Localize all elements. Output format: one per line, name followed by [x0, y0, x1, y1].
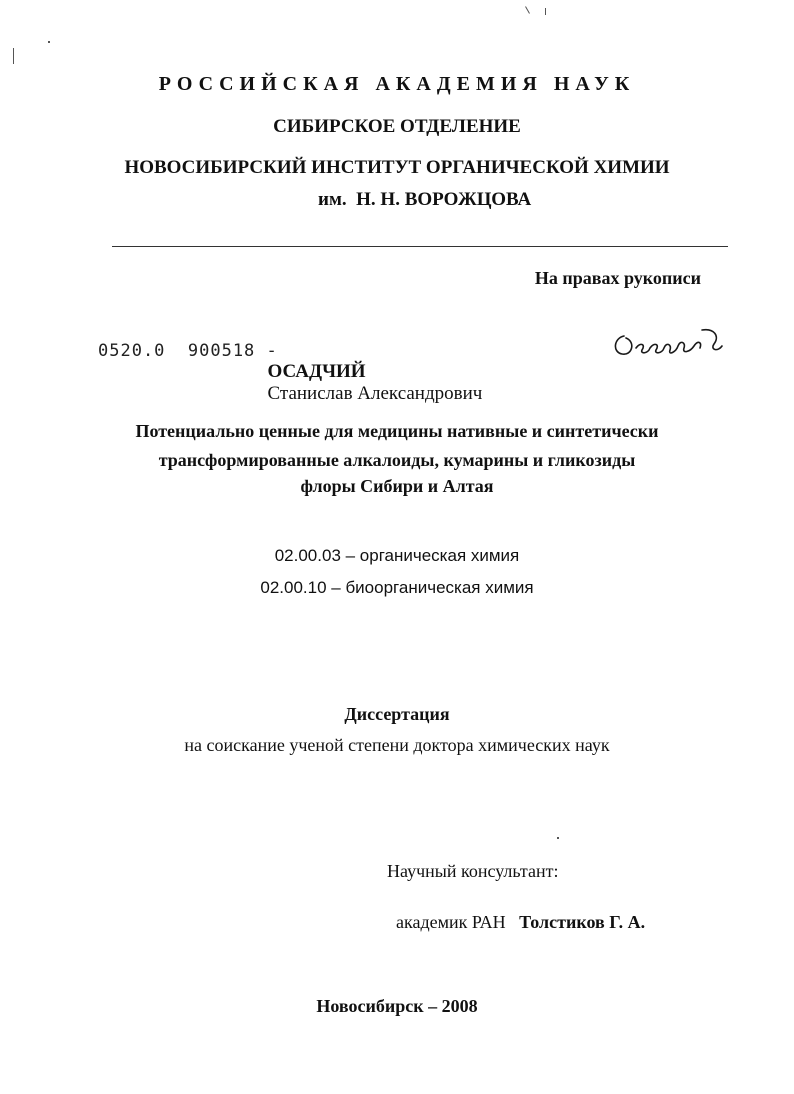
header-divider	[112, 246, 728, 247]
consultant-name: Толстиков Г. А.	[519, 912, 646, 932]
consultant-label: Научный консультант:	[387, 861, 559, 881]
scan-mark	[545, 8, 546, 15]
author-signature	[610, 318, 728, 364]
consultant-rank: академик РАН	[396, 912, 506, 932]
manuscript-note: На правах рукописи	[534, 268, 701, 288]
author-given-names: Станислав Александрович	[267, 383, 483, 404]
title-line-1: Потенциально ценные для медицины нативные и синтетически	[135, 421, 659, 441]
degree-line: на соискание ученой степени доктора химических наук	[184, 735, 610, 755]
work-type: Диссертация	[344, 704, 450, 724]
consultant-info	[387, 891, 645, 933]
academy-heading: РОССИЙСКАЯ АКАДЕМИЯ НАУК	[158, 73, 636, 95]
institute-heading: НОВОСИБИРСКИЙ ИНСТИТУТ ОРГАНИЧЕСКОЙ ХИМИИ	[124, 157, 670, 178]
branch-heading: СИБИРСКОЕ ОТДЕЛЕНИЕ	[273, 116, 521, 137]
named-after-heading: им. Н. Н. ВОРОЖЦОВА	[318, 189, 532, 210]
specialty-1: 02.00.03 – органическая химия	[274, 546, 520, 565]
catalog-number: 0520.0 900518 -	[98, 341, 278, 361]
author-name	[258, 339, 482, 405]
author-surname: ОСАДЧИЙ	[267, 361, 366, 382]
scan-mark	[557, 837, 559, 839]
scan-mark	[48, 41, 50, 43]
specialty-2: 02.00.10 – биоорганическая химия	[260, 578, 534, 597]
title-line-2: трансформированные алкалоиды, кумарины и гликозиды	[158, 450, 636, 470]
scan-mark	[525, 6, 530, 13]
city-year: Новосибирск – 2008	[316, 996, 478, 1016]
scan-mark	[13, 48, 14, 64]
title-line-3: флоры Сибири и Алтая	[300, 476, 494, 496]
